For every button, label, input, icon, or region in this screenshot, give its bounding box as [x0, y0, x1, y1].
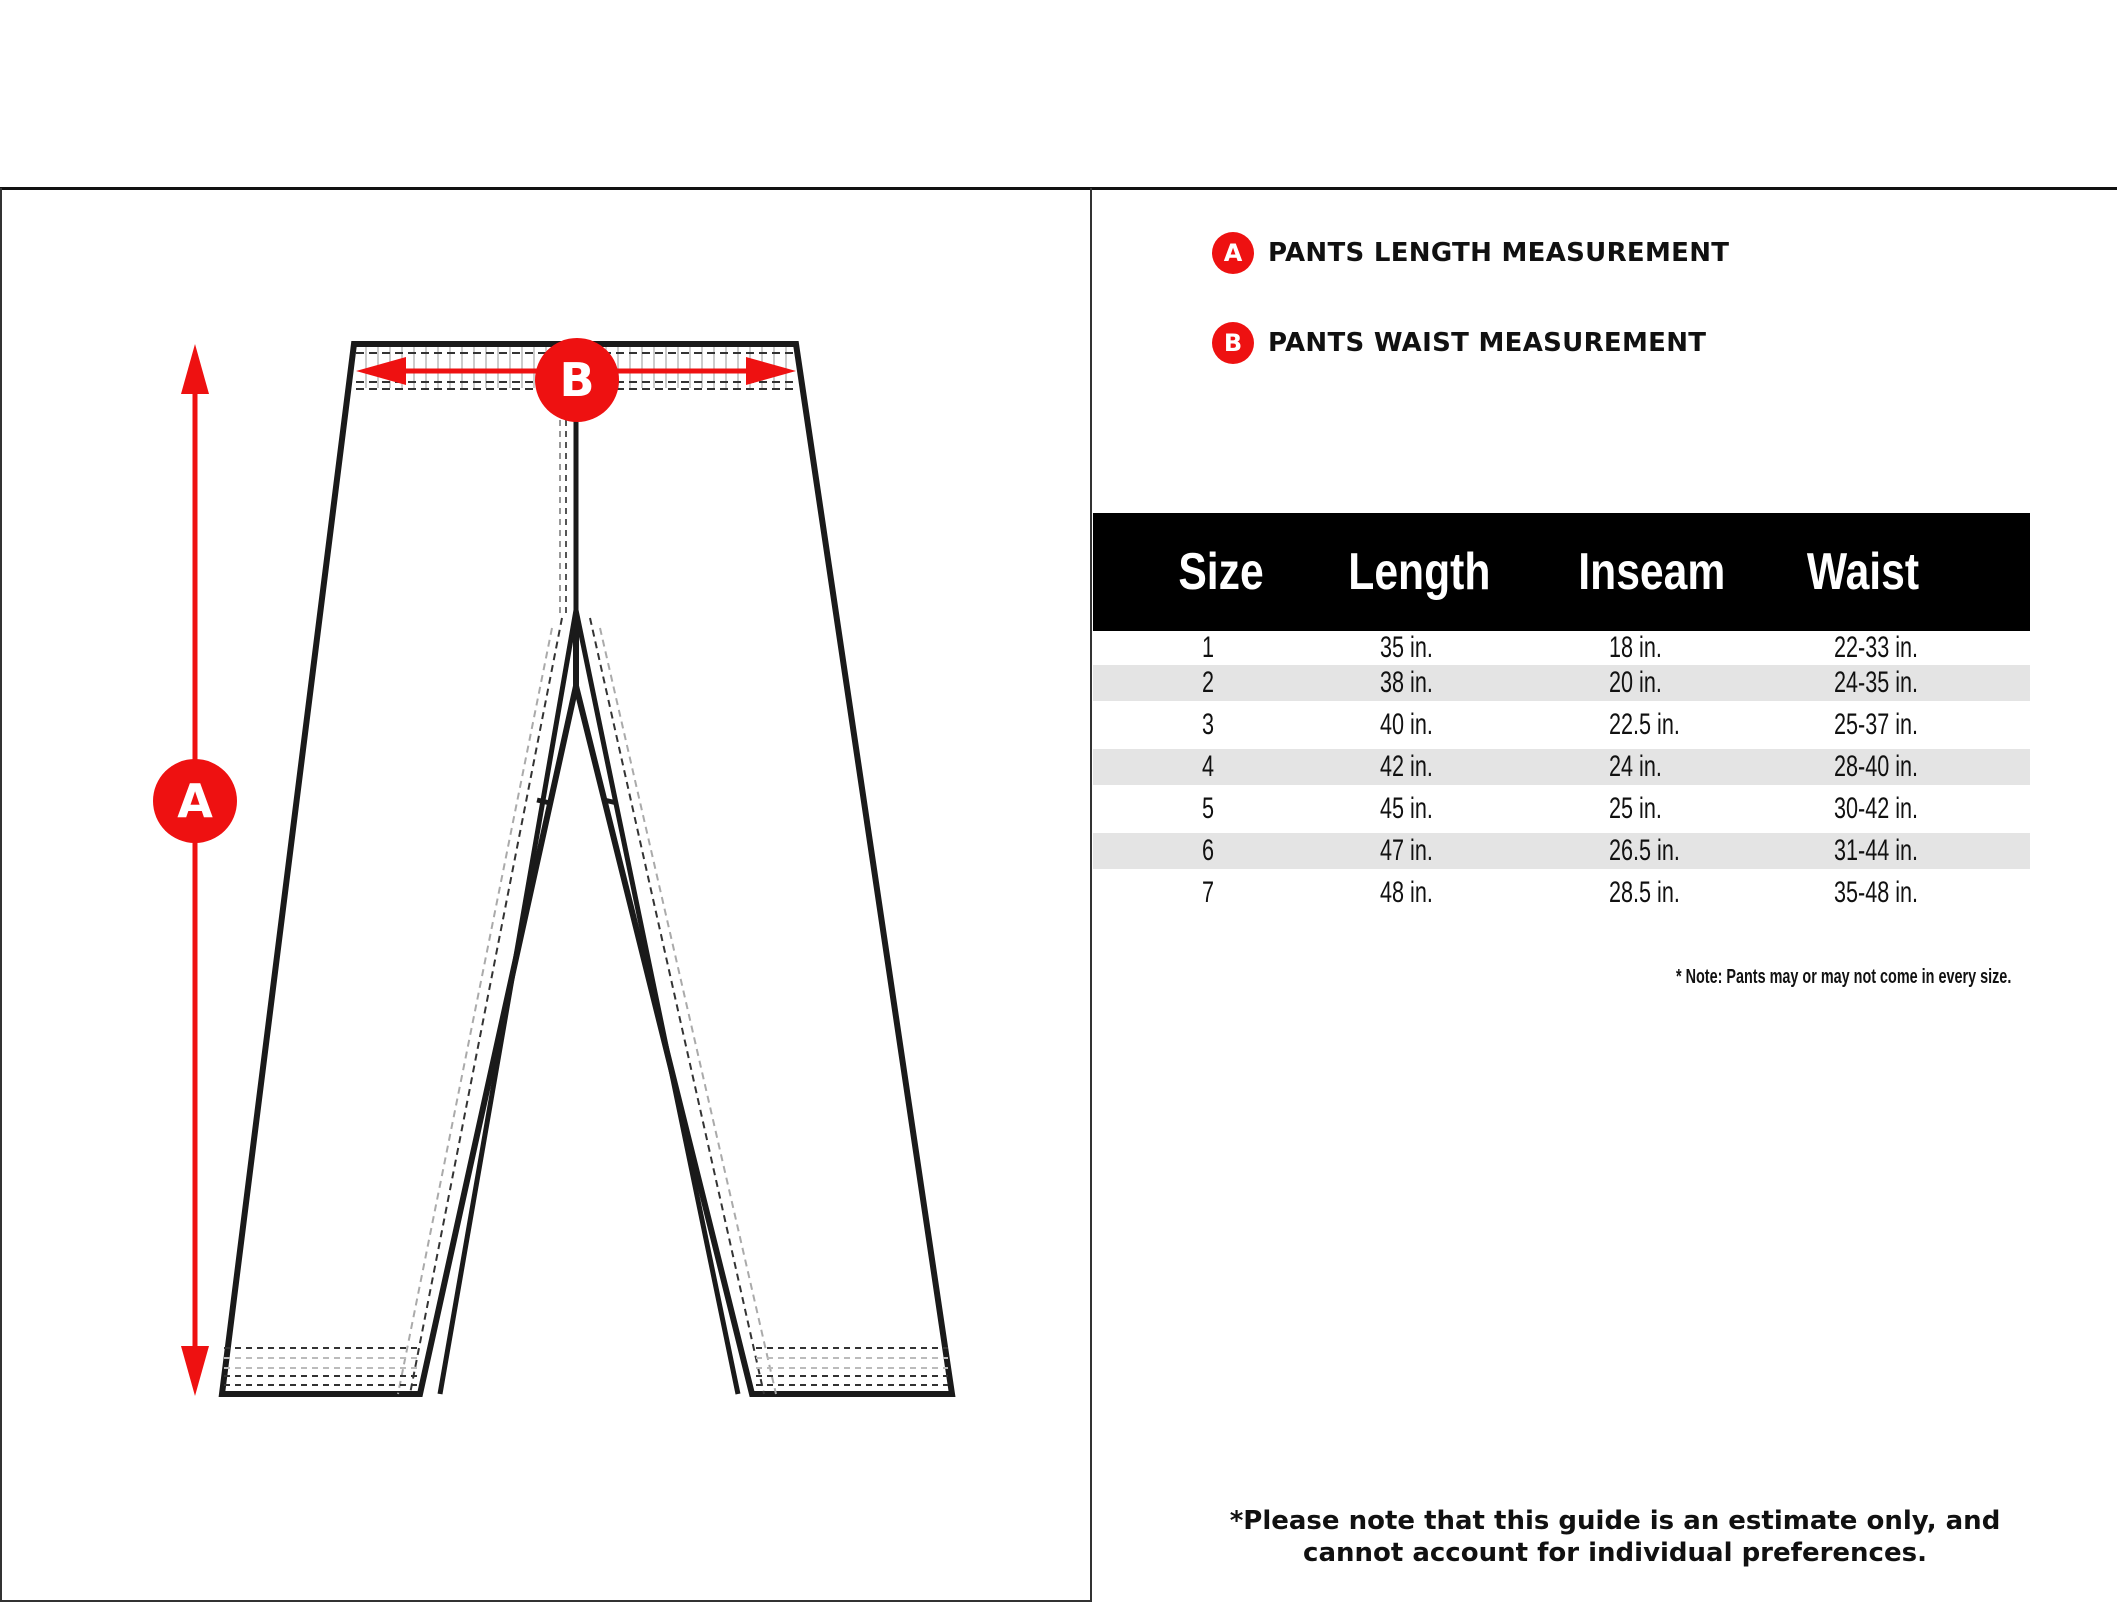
- cell-length: 42 in.: [1380, 750, 1433, 783]
- cell-waist: 25-37 in.: [1834, 708, 1919, 741]
- cell-length: 45 in.: [1380, 792, 1433, 825]
- cell-size: 5: [1202, 792, 1215, 825]
- cell-size: 3: [1202, 708, 1215, 741]
- legend-item-length: [1212, 230, 1729, 276]
- cell-waist: 28-40 in.: [1834, 750, 1919, 783]
- size-table: [1093, 513, 2030, 917]
- length-measure-arrow: [153, 344, 237, 1396]
- cell-inseam: 18 in.: [1609, 631, 1662, 664]
- table-row: [1093, 749, 2030, 785]
- legend-label-waist: PANTS WAIST MEASUREMENT: [1268, 328, 1707, 358]
- legend-item-waist: [1212, 320, 1729, 366]
- table-header: [1093, 513, 2030, 631]
- cell-length: 48 in.: [1380, 876, 1433, 909]
- waist-marker-label: B: [559, 353, 595, 407]
- badge-b-icon: B: [1212, 322, 1254, 364]
- table-row: [1093, 785, 2030, 833]
- cell-length: 47 in.: [1380, 834, 1433, 867]
- badge-a-icon: A: [1212, 232, 1254, 274]
- cell-waist: 22-33 in.: [1834, 631, 1919, 664]
- disclaimer-line-1: *Please note that this guide is an estimate only, and: [1229, 1506, 2001, 1536]
- length-marker-label: A: [177, 774, 213, 828]
- table-row: [1093, 833, 2030, 869]
- cell-inseam: 26.5 in.: [1609, 834, 1680, 867]
- cell-inseam: 20 in.: [1609, 666, 1662, 699]
- disclaimer-line-2: cannot account for individual preferences.: [1303, 1538, 1927, 1568]
- cell-length: 35 in.: [1380, 631, 1433, 664]
- cell-size: 7: [1202, 876, 1215, 909]
- cell-waist: 35-48 in.: [1834, 876, 1919, 909]
- estimate-disclaimer: [1180, 1505, 2050, 1569]
- cell-size: 2: [1202, 666, 1215, 699]
- header-waist: Waist: [1806, 543, 1920, 601]
- cell-inseam: 25 in.: [1609, 792, 1662, 825]
- cell-waist: 31-44 in.: [1834, 834, 1919, 867]
- cell-waist: 24-35 in.: [1834, 666, 1919, 699]
- header-inseam: Inseam: [1578, 543, 1726, 601]
- legend-label-length: PANTS LENGTH MEASUREMENT: [1268, 238, 1730, 268]
- cell-size: 6: [1202, 834, 1215, 867]
- table-row: [1093, 665, 2030, 701]
- table-row: [1093, 631, 2030, 665]
- table-row: [1093, 869, 2030, 917]
- pants-diagram: [0, 188, 1092, 1602]
- cell-inseam: 28.5 in.: [1609, 876, 1680, 909]
- size-availability-note: * Note: Pants may or may not come in every size.: [1676, 966, 2012, 988]
- table-row: [1093, 701, 2030, 749]
- table-body: [1093, 631, 2030, 917]
- header-size: Size: [1178, 543, 1264, 601]
- cell-length: 38 in.: [1380, 666, 1433, 699]
- cell-length: 40 in.: [1380, 708, 1433, 741]
- cell-size: 4: [1202, 750, 1215, 783]
- measurement-legend: [1212, 230, 1729, 410]
- cell-inseam: 24 in.: [1609, 750, 1662, 783]
- cell-inseam: 22.5 in.: [1609, 708, 1680, 741]
- cell-waist: 30-42 in.: [1834, 792, 1919, 825]
- cell-size: 1: [1202, 631, 1215, 664]
- header-length: Length: [1348, 543, 1491, 601]
